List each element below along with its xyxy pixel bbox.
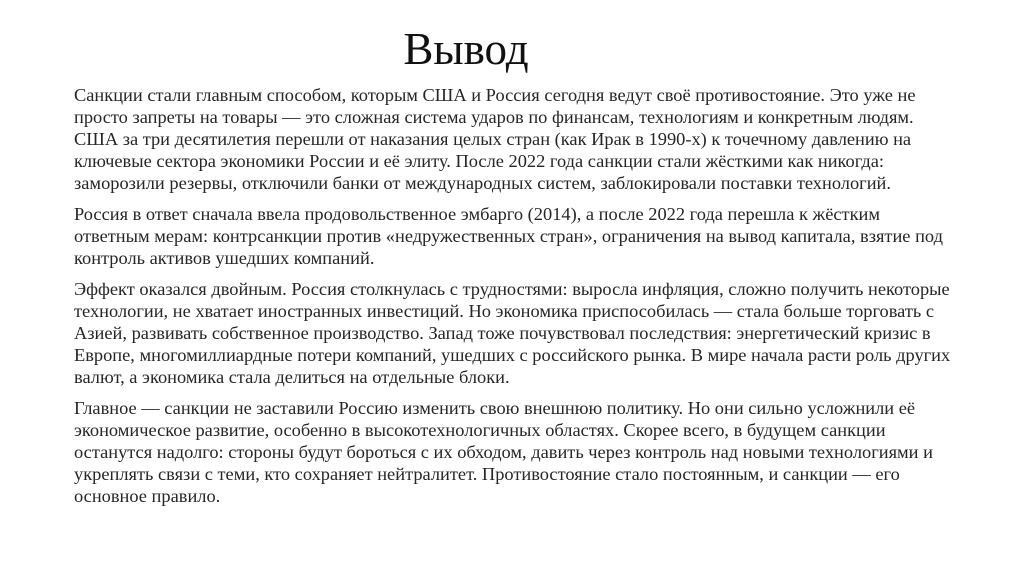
slide-body [74, 84, 954, 516]
paragraph-4: Главное — санкции не заставили Россию изменить свою внешнюю политику. Но они сильно усложнили её экономическое развитие, особенно в высокотехнологичных областях. Скорее всего, в будущем санкции останутся надолго: стороны будут бороться с их обходом, давить через контроль над новыми технологиями и укреплять связи с теми, кто сохраняет нейтралитет. Противостояние стало постоянным, и санкции — его основное правило. [74, 398, 933, 506]
paragraph-3: Эффект оказался двойным. Россия столкнулась с трудностями: выросла инфляция, сложно получить некоторые технологии, не хватает иностранных инвестиций. Но экономика приспособилась — стала больше торговать с Азией, развивать собственное производство. Запад тоже почувствовал последствия: энергетический кризис в Европе, многомиллиардные потери компаний, ушедших с российского рынка. В мире начала расти роль других валют, а экономика стала делиться на отдельные блоки. [74, 279, 951, 387]
slide-title: Вывод [403, 24, 529, 74]
paragraph-2: Россия в ответ сначала ввела продовольственное эмбарго (2014), а после 2022 года перешла к жёстким ответным мерам: контрсанкции против «недружественных стран», ограничения на вывод капитала, взятие под контроль активов ушедших компаний. [74, 204, 943, 268]
paragraph-1: Санкции стали главным способом, которым США и Россия сегодня ведут своё противостояние. Это уже не просто запреты на товары — это сложная система ударов по финансам, технологиям и конкретным людям. США за три десятилетия перешли от наказания целых стран (как Ирак в 1990-х) к точечному давлению на ключевые сектора экономики России и её элиту. После 2022 года санкции стали жёсткими как никогда: заморозили резервы, отключили банки от международных систем, заблокировали поставки технологий. [74, 85, 916, 193]
